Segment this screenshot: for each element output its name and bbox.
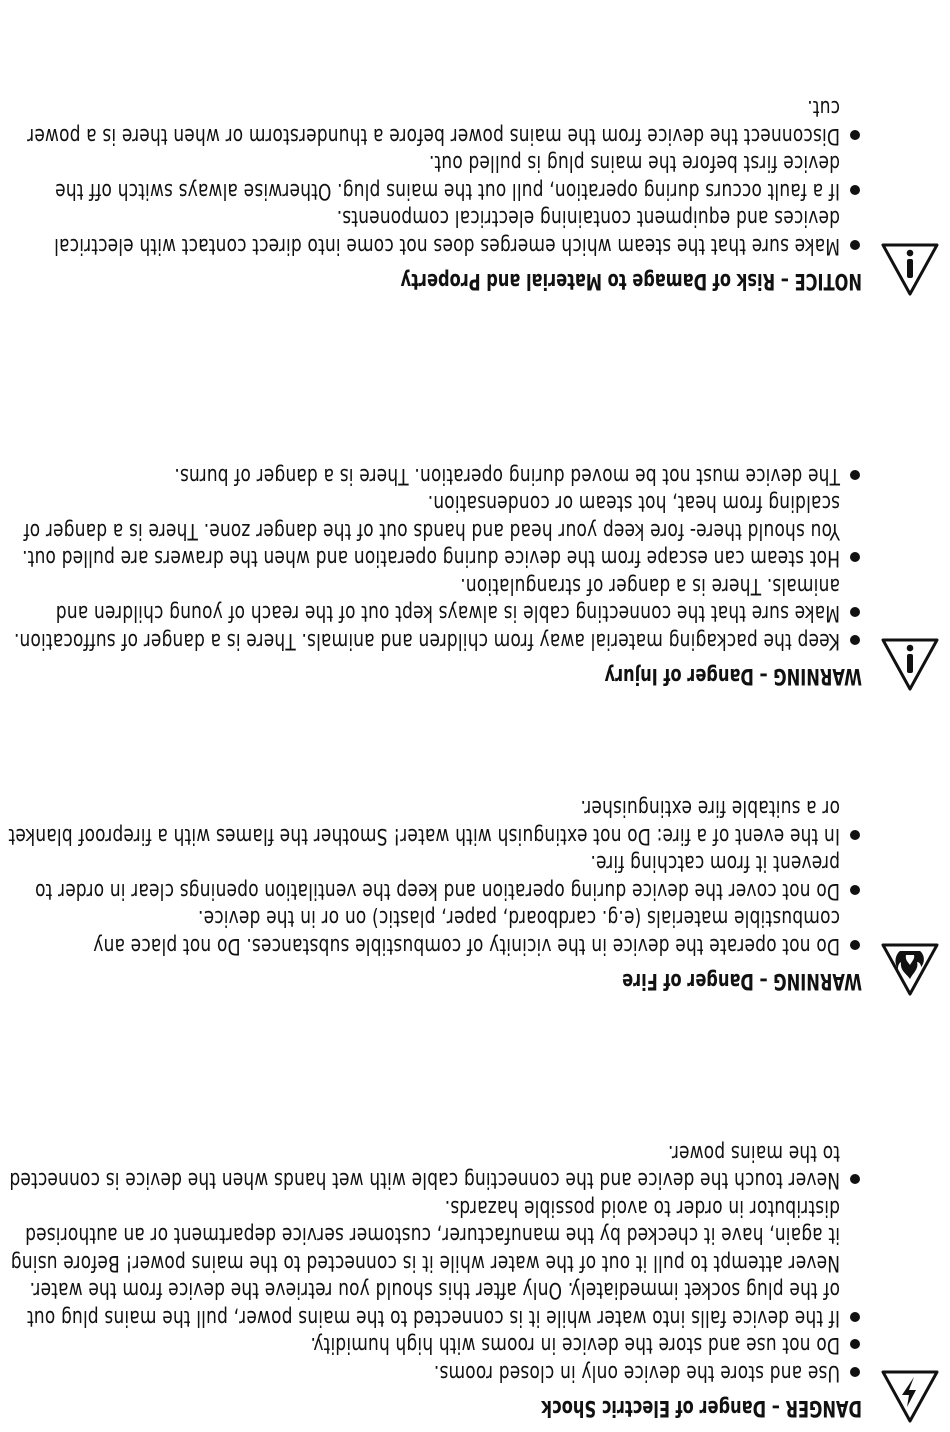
list-item: Disconnect the device from the mains power before a thunderstorm or when there is a power cut.	[4, 94, 862, 149]
list-item: Never touch the device and the connecting cable with wet hands when the device is connected to the mains power.	[4, 1139, 862, 1194]
bullet-list	[4, 462, 862, 655]
section-heading: WARNING – Danger of Fire	[622, 968, 862, 993]
section-heading: NOTICE – Risk of Damage to Material and Property	[400, 268, 862, 293]
list-item: Do not use and store the device in rooms with high humidity.	[4, 1331, 862, 1359]
bullet-list	[4, 1139, 862, 1387]
list-item: In the event of a fire: Do not extinguish with water! Smother the flames with a fireproof blanket or a suitable fire extinguisher.	[4, 794, 862, 849]
list-item: The device must not be moved during operation. There is a danger of burns.	[4, 462, 862, 490]
list-item: If a fault occurs during operation, pull out the mains plug. Otherwise always switch off the device first before the mains plug is pulled out.	[4, 149, 862, 204]
electric-shock-warning-icon	[880, 1369, 940, 1424]
list-item: Hot steam can escape from the device during operation and when the drawers are pulled out. You should there- fore keep your head and hands out of the danger zone. There is a danger of scalding from heat, hot steam or condensation.	[4, 489, 862, 572]
bullet-list	[4, 794, 862, 959]
list-item: Use and store the device only in closed rooms.	[4, 1359, 862, 1387]
caution-exclamation-icon	[880, 242, 940, 297]
list-item: If the device falls into water while it is connected to the mains power, pull the mains plug out of the plug socket immediately. Only after this should you retrieve the device from the water. Never attempt to pull it out of the water while it is connected to the mains power! Before using it again, have it checked by the manufacturer, customer service department or an authorised distributor in order to avoid possible hazards.	[4, 1194, 862, 1332]
list-item: Keep the packaging material away from children and animals. There is a danger of suffocation.	[4, 627, 862, 655]
list-item: Make sure that the steam which emerges does not come into direct contact with electrical devices and equipment containing electrical components.	[4, 204, 862, 259]
section-heading: WARNING – Danger of Injury	[604, 663, 862, 688]
fire-warning-icon	[880, 942, 940, 997]
bullet-list	[4, 94, 862, 259]
caution-exclamation-icon	[880, 637, 940, 692]
list-item: Make sure that the connecting cable is always kept out of the reach of young children and animals. There is a danger of strangulation.	[4, 572, 862, 627]
list-item: Do not cover the device during operation and keep the ventilation openings clear in order to prevent it from catching fire.	[4, 849, 862, 904]
section-heading: DANGER – Danger of Electric Shock	[541, 1395, 862, 1420]
list-item: Do not operate the device in the vicinity of combustible substances. Do not place any combustible materials (e.g. cardboard, paper, plastic) on or in the device.	[4, 904, 862, 959]
